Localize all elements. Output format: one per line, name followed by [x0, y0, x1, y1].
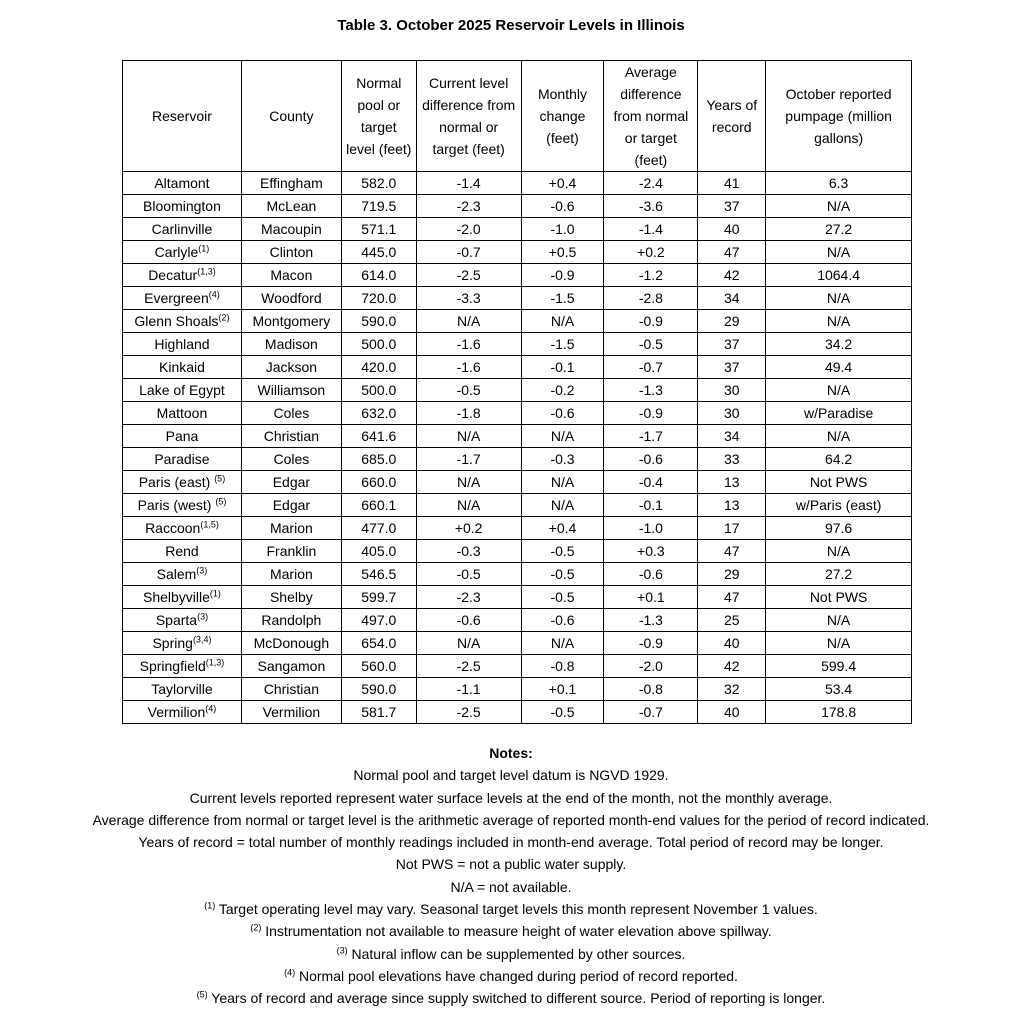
reservoir-name: Vermilion — [147, 704, 206, 720]
reservoir-name: Bloomington — [143, 198, 221, 214]
years-of-record-cell: 42 — [698, 264, 766, 287]
footnote-marker: (1,3) — [205, 657, 225, 668]
footnote-marker: (3) — [197, 611, 209, 622]
reservoir-name-cell — [123, 471, 242, 494]
average-difference-cell: -0.9 — [604, 402, 698, 425]
reservoir-name-cell — [123, 356, 242, 379]
current-difference-cell: N/A — [416, 494, 521, 517]
monthly-change-cell: -0.8 — [521, 655, 604, 678]
table-row — [123, 264, 912, 287]
normal-pool-cell: 582.0 — [341, 172, 416, 195]
table-row — [123, 287, 912, 310]
monthly-change-cell: N/A — [521, 632, 604, 655]
footnote-marker: (5) — [214, 473, 226, 484]
pumpage-cell: N/A — [766, 379, 912, 402]
years-of-record-cell: 40 — [698, 632, 766, 655]
current-difference-cell: -2.5 — [416, 264, 521, 287]
table-row — [123, 632, 912, 655]
footnote-marker: (4) — [284, 967, 296, 978]
pumpage-cell: N/A — [766, 609, 912, 632]
footnote-text: Normal pool elevations have changed during period of record reported. — [295, 967, 738, 984]
county-cell: Marion — [241, 563, 341, 586]
pumpage-cell: 64.2 — [766, 448, 912, 471]
reservoir-name: Shelbyville — [142, 589, 210, 605]
footnote-marker: (3) — [196, 565, 208, 576]
years-of-record-cell: 30 — [698, 379, 766, 402]
footnote-text: Target operating level may vary. Seasonal target levels this month represent November 1 values. — [215, 901, 818, 918]
footnote-marker: (1) — [198, 243, 210, 254]
current-difference-cell: -2.5 — [416, 655, 521, 678]
notes-heading: Notes: — [489, 745, 533, 761]
table-row — [123, 678, 912, 701]
reservoir-name: Kinkaid — [159, 359, 205, 375]
reservoir-name: Altamont — [154, 175, 210, 191]
pumpage-cell: N/A — [766, 287, 912, 310]
reservoir-name: Highland — [154, 336, 210, 352]
monthly-change-cell: -0.9 — [521, 264, 604, 287]
monthly-change-cell: N/A — [521, 425, 604, 448]
note-line: Average difference from normal or target level is the arithmetic average of reported month-end values for the period of record indicated. — [92, 811, 930, 828]
normal-pool-cell: 445.0 — [341, 241, 416, 264]
note-line: Current levels reported represent water surface levels at the end of the month, not the monthly average. — [189, 789, 833, 806]
county-cell: Christian — [241, 425, 341, 448]
reservoir-name: Springfield — [139, 658, 206, 674]
average-difference-cell: -3.6 — [604, 195, 698, 218]
current-difference-cell: -0.7 — [416, 241, 521, 264]
footnote-marker: (2) — [218, 312, 230, 323]
years-of-record-cell: 37 — [698, 195, 766, 218]
monthly-change-cell: N/A — [521, 310, 604, 333]
pumpage-cell: Not PWS — [766, 586, 912, 609]
normal-pool-cell: 660.1 — [341, 494, 416, 517]
table-body — [123, 172, 912, 724]
years-of-record-cell: 30 — [698, 402, 766, 425]
current-difference-cell: -1.7 — [416, 448, 521, 471]
average-difference-cell: +0.1 — [604, 586, 698, 609]
county-cell: Shelby — [241, 586, 341, 609]
reservoir-name-cell — [123, 655, 242, 678]
current-difference-cell: -0.5 — [416, 379, 521, 402]
monthly-change-cell: -0.5 — [521, 563, 604, 586]
note-line: Not PWS = not a public water supply. — [395, 856, 627, 873]
footnote-marker: (1,3) — [197, 266, 216, 277]
reservoir-name: Carlyle — [154, 244, 199, 260]
current-difference-cell: -2.3 — [416, 586, 521, 609]
footnote-text: Natural inflow can be supplemented by other sources. — [347, 945, 686, 962]
normal-pool-cell: 590.0 — [341, 310, 416, 333]
normal-pool-cell: 571.1 — [341, 218, 416, 241]
column-header-pumpage: October reported pumpage (million gallons) — [766, 61, 912, 172]
footnote-text: Instrumentation not available to measure height of water elevation above spillway. — [261, 923, 772, 940]
monthly-change-cell: -0.3 — [521, 448, 604, 471]
average-difference-cell: -0.4 — [604, 471, 698, 494]
years-of-record-cell: 41 — [698, 172, 766, 195]
current-difference-cell: +0.2 — [416, 517, 521, 540]
current-difference-cell: -1.6 — [416, 356, 521, 379]
normal-pool-cell: 497.0 — [341, 609, 416, 632]
normal-pool-cell: 654.0 — [341, 632, 416, 655]
normal-pool-cell: 500.0 — [341, 379, 416, 402]
table-row — [123, 425, 912, 448]
current-difference-cell: -0.3 — [416, 540, 521, 563]
monthly-change-cell: +0.5 — [521, 241, 604, 264]
table-row — [123, 517, 912, 540]
average-difference-cell: -2.4 — [604, 172, 698, 195]
reservoir-name: Sparta — [155, 612, 198, 628]
current-difference-cell: -3.3 — [416, 287, 521, 310]
county-cell: Jackson — [241, 356, 341, 379]
table-row — [123, 494, 912, 517]
current-difference-cell: -1.4 — [416, 172, 521, 195]
table-row — [123, 701, 912, 724]
notes-footnotes — [0, 898, 1022, 1009]
note-line: Normal pool and target level datum is NGVD 1929. — [353, 767, 669, 784]
reservoir-name-cell — [123, 333, 242, 356]
years-of-record-cell: 34 — [698, 287, 766, 310]
reservoir-name-cell — [123, 632, 242, 655]
table-row — [123, 310, 912, 333]
reservoir-name-cell — [123, 701, 242, 724]
table-row — [123, 172, 912, 195]
table-row — [123, 563, 912, 586]
county-cell: Edgar — [241, 494, 341, 517]
county-cell: Randolph — [241, 609, 341, 632]
current-difference-cell: -1.1 — [416, 678, 521, 701]
reservoir-name-cell — [123, 448, 242, 471]
pumpage-cell: N/A — [766, 195, 912, 218]
pumpage-cell: N/A — [766, 310, 912, 333]
average-difference-cell: -2.0 — [604, 655, 698, 678]
pumpage-cell: 178.8 — [766, 701, 912, 724]
monthly-change-cell: -1.5 — [521, 287, 604, 310]
average-difference-cell: -1.7 — [604, 425, 698, 448]
monthly-change-cell: +0.4 — [521, 172, 604, 195]
note-line: N/A = not available. — [450, 878, 572, 895]
pumpage-cell: 97.6 — [766, 517, 912, 540]
reservoir-name-cell — [123, 172, 242, 195]
column-header-current-difference: Current level difference from normal or target (feet) — [416, 61, 521, 172]
current-difference-cell: -0.5 — [416, 563, 521, 586]
average-difference-cell: -1.0 — [604, 517, 698, 540]
table-row — [123, 540, 912, 563]
years-of-record-cell: 13 — [698, 471, 766, 494]
average-difference-cell: -0.9 — [604, 310, 698, 333]
column-header-monthly-change: Monthly change (feet) — [521, 61, 604, 172]
footnote-marker: (1,5) — [200, 519, 219, 530]
notes-section — [0, 742, 1022, 1010]
average-difference-cell: -0.5 — [604, 333, 698, 356]
monthly-change-cell: -0.5 — [521, 701, 604, 724]
footnote-marker: (4) — [208, 289, 220, 300]
reservoir-name: Taylorville — [151, 681, 213, 697]
years-of-record-cell: 32 — [698, 678, 766, 701]
monthly-change-cell: -0.6 — [521, 402, 604, 425]
reservoir-name: Salem — [156, 566, 197, 582]
reservoir-name-cell — [123, 264, 242, 287]
pumpage-cell: 599.4 — [766, 655, 912, 678]
normal-pool-cell: 500.0 — [341, 333, 416, 356]
table-title: Table 3. October 2025 Reservoir Levels in Illinois — [337, 17, 685, 34]
normal-pool-cell: 581.7 — [341, 701, 416, 724]
normal-pool-cell: 590.0 — [341, 678, 416, 701]
years-of-record-cell: 34 — [698, 425, 766, 448]
current-difference-cell: -1.6 — [416, 333, 521, 356]
reservoir-name: Mattoon — [156, 405, 208, 421]
reservoir-name: Raccoon — [145, 520, 201, 536]
table-row — [123, 655, 912, 678]
footnote-marker: (2) — [250, 922, 262, 933]
county-cell: Macoupin — [241, 218, 341, 241]
years-of-record-cell: 37 — [698, 333, 766, 356]
table-row — [123, 448, 912, 471]
years-of-record-cell: 25 — [698, 609, 766, 632]
table-row — [123, 402, 912, 425]
footnote-marker: (1) — [209, 588, 221, 599]
reservoir-name-cell — [123, 425, 242, 448]
current-difference-cell: N/A — [416, 425, 521, 448]
county-cell: Williamson — [241, 379, 341, 402]
reservoir-name: Pana — [165, 428, 199, 444]
years-of-record-cell: 47 — [698, 586, 766, 609]
average-difference-cell: -2.8 — [604, 287, 698, 310]
current-difference-cell: N/A — [416, 471, 521, 494]
current-difference-cell: -2.0 — [416, 218, 521, 241]
current-difference-cell: N/A — [416, 632, 521, 655]
pumpage-cell: N/A — [766, 540, 912, 563]
pumpage-cell: 53.4 — [766, 678, 912, 701]
reservoir-name-cell — [123, 402, 242, 425]
normal-pool-cell: 685.0 — [341, 448, 416, 471]
current-difference-cell: -2.3 — [416, 195, 521, 218]
normal-pool-cell: 632.0 — [341, 402, 416, 425]
monthly-change-cell: -0.5 — [521, 586, 604, 609]
years-of-record-cell: 40 — [698, 218, 766, 241]
reservoir-name-cell — [123, 563, 242, 586]
table-row — [123, 471, 912, 494]
normal-pool-cell: 546.5 — [341, 563, 416, 586]
footnote-line — [0, 943, 1022, 965]
current-difference-cell: N/A — [416, 310, 521, 333]
footnote-marker: (4) — [205, 703, 217, 714]
monthly-change-cell: N/A — [521, 494, 604, 517]
table-row — [123, 195, 912, 218]
county-cell: Sangamon — [241, 655, 341, 678]
monthly-change-cell: N/A — [521, 471, 604, 494]
reservoir-name: Evergreen — [144, 290, 209, 306]
column-header-years-of-record: Years of record — [698, 61, 766, 172]
pumpage-cell: 6.3 — [766, 172, 912, 195]
table-row — [123, 586, 912, 609]
average-difference-cell: -0.1 — [604, 494, 698, 517]
normal-pool-cell: 720.0 — [341, 287, 416, 310]
table-row — [123, 218, 912, 241]
reservoir-name-cell — [123, 195, 242, 218]
reservoir-name: Lake of Egypt — [139, 382, 225, 398]
normal-pool-cell: 641.6 — [341, 425, 416, 448]
reservoir-name: Glenn Shoals — [134, 313, 219, 329]
reservoir-name: Spring — [152, 635, 193, 651]
normal-pool-cell: 477.0 — [341, 517, 416, 540]
county-cell: McDonough — [241, 632, 341, 655]
monthly-change-cell: -0.1 — [521, 356, 604, 379]
normal-pool-cell: 405.0 — [341, 540, 416, 563]
average-difference-cell: -0.8 — [604, 678, 698, 701]
current-difference-cell: -1.8 — [416, 402, 521, 425]
reservoir-name: Paris (east) — [138, 474, 215, 490]
county-cell: Macon — [241, 264, 341, 287]
current-difference-cell: -0.6 — [416, 609, 521, 632]
reservoir-name: Paris (west) — [137, 497, 216, 513]
county-cell: Montgomery — [241, 310, 341, 333]
average-difference-cell: -0.7 — [604, 701, 698, 724]
normal-pool-cell: 614.0 — [341, 264, 416, 287]
reservoir-name-cell — [123, 517, 242, 540]
county-cell: Coles — [241, 448, 341, 471]
monthly-change-cell: -1.0 — [521, 218, 604, 241]
table-row — [123, 609, 912, 632]
years-of-record-cell: 47 — [698, 540, 766, 563]
pumpage-cell: 27.2 — [766, 218, 912, 241]
average-difference-cell: -0.9 — [604, 632, 698, 655]
monthly-change-cell: -0.6 — [521, 195, 604, 218]
footnote-marker: (1) — [204, 900, 216, 911]
normal-pool-cell: 420.0 — [341, 356, 416, 379]
normal-pool-cell: 660.0 — [341, 471, 416, 494]
reservoir-name: Paradise — [154, 451, 210, 467]
footnote-line — [0, 898, 1022, 920]
county-cell: Vermilion — [241, 701, 341, 724]
table-row — [123, 379, 912, 402]
reservoir-name: Decatur — [148, 267, 198, 283]
county-cell: Woodford — [241, 287, 341, 310]
years-of-record-cell: 33 — [698, 448, 766, 471]
monthly-change-cell: -0.5 — [521, 540, 604, 563]
pumpage-cell: N/A — [766, 632, 912, 655]
average-difference-cell: -1.4 — [604, 218, 698, 241]
pumpage-cell: 49.4 — [766, 356, 912, 379]
reservoir-table — [122, 60, 912, 724]
reservoir-name-cell — [123, 241, 242, 264]
average-difference-cell: +0.3 — [604, 540, 698, 563]
monthly-change-cell: -0.6 — [521, 609, 604, 632]
reservoir-name-cell — [123, 310, 242, 333]
table-header-row — [123, 61, 912, 172]
years-of-record-cell: 13 — [698, 494, 766, 517]
footnote-line — [0, 965, 1022, 987]
pumpage-cell: 1064.4 — [766, 264, 912, 287]
reservoir-name: Rend — [165, 543, 199, 559]
normal-pool-cell: 560.0 — [341, 655, 416, 678]
average-difference-cell: -1.2 — [604, 264, 698, 287]
table-row — [123, 356, 912, 379]
column-header-reservoir: Reservoir — [123, 61, 242, 172]
normal-pool-cell: 719.5 — [341, 195, 416, 218]
pumpage-cell: w/Paradise — [766, 402, 912, 425]
reservoir-name-cell — [123, 379, 242, 402]
pumpage-cell: 34.2 — [766, 333, 912, 356]
county-cell: Edgar — [241, 471, 341, 494]
reservoir-name-cell — [123, 678, 242, 701]
county-cell: Madison — [241, 333, 341, 356]
county-cell: Effingham — [241, 172, 341, 195]
pumpage-cell: N/A — [766, 425, 912, 448]
footnote-marker: (5) — [196, 989, 208, 1000]
column-header-average-difference: Average difference from normal or target (feet) — [604, 61, 698, 172]
county-cell: McLean — [241, 195, 341, 218]
county-cell: Clinton — [241, 241, 341, 264]
years-of-record-cell: 42 — [698, 655, 766, 678]
normal-pool-cell: 599.7 — [341, 586, 416, 609]
pumpage-cell: 27.2 — [766, 563, 912, 586]
years-of-record-cell: 29 — [698, 310, 766, 333]
reservoir-name-cell — [123, 609, 242, 632]
footnote-marker: (3,4) — [192, 634, 212, 645]
monthly-change-cell: +0.4 — [521, 517, 604, 540]
years-of-record-cell: 40 — [698, 701, 766, 724]
pumpage-cell: N/A — [766, 241, 912, 264]
average-difference-cell: +0.2 — [604, 241, 698, 264]
reservoir-name-cell — [123, 287, 242, 310]
table-row — [123, 333, 912, 356]
column-header-county: County — [241, 61, 341, 172]
reservoir-name-cell — [123, 218, 242, 241]
monthly-change-cell: +0.1 — [521, 678, 604, 701]
years-of-record-cell: 29 — [698, 563, 766, 586]
table-row — [123, 241, 912, 264]
county-cell: Marion — [241, 517, 341, 540]
footnote-text: Years of record and average since supply switched to different source. Period of reporting is longer. — [207, 990, 826, 1007]
footnote-marker: (3) — [336, 945, 348, 956]
average-difference-cell: -1.3 — [604, 609, 698, 632]
average-difference-cell: -0.6 — [604, 563, 698, 586]
notes-lines — [0, 764, 1022, 898]
note-line: Years of record = total number of monthly readings included in month-end average. Total period of record may be longer. — [138, 834, 884, 851]
footnote-marker: (5) — [215, 496, 227, 507]
footnote-line — [0, 920, 1022, 942]
reservoir-name-cell — [123, 540, 242, 563]
county-cell: Coles — [241, 402, 341, 425]
average-difference-cell: -0.7 — [604, 356, 698, 379]
average-difference-cell: -1.3 — [604, 379, 698, 402]
reservoir-name-cell — [123, 586, 242, 609]
pumpage-cell: w/Paris (east) — [766, 494, 912, 517]
footnote-line — [0, 987, 1022, 1009]
current-difference-cell: -2.5 — [416, 701, 521, 724]
reservoir-name: Carlinville — [151, 221, 213, 237]
years-of-record-cell: 37 — [698, 356, 766, 379]
years-of-record-cell: 47 — [698, 241, 766, 264]
county-cell: Franklin — [241, 540, 341, 563]
years-of-record-cell: 17 — [698, 517, 766, 540]
average-difference-cell: -0.6 — [604, 448, 698, 471]
monthly-change-cell: -0.2 — [521, 379, 604, 402]
monthly-change-cell: -1.5 — [521, 333, 604, 356]
pumpage-cell: Not PWS — [766, 471, 912, 494]
column-header-normal-pool: Normal pool or target level (feet) — [341, 61, 416, 172]
reservoir-name-cell — [123, 494, 242, 517]
county-cell: Christian — [241, 678, 341, 701]
